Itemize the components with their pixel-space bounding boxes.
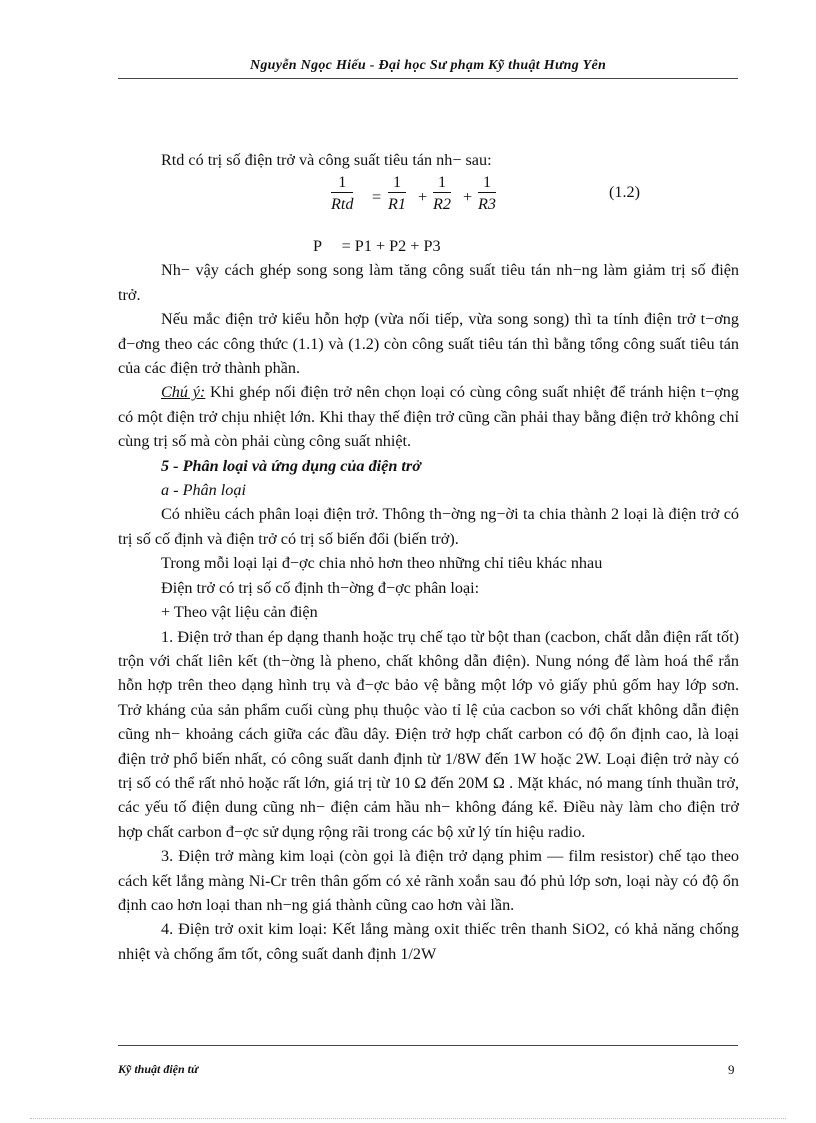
lhs-denominator: Rtd xyxy=(331,195,354,214)
page-header: Nguyễn Ngọc Hiếu - Đại học Sư phạm Kỹ thuật Hưng Yên xyxy=(249,58,607,73)
r2-denominator: R2 xyxy=(433,195,451,214)
r1-numerator: 1 xyxy=(388,172,406,193)
intro-paragraph: Rtd có trị số điện trở và công suất tiêu tán nh− sau: xyxy=(161,151,492,169)
paragraph: Nếu mắc điện trở kiểu hỗn hợp (vừa nối tiếp, vừa song song) thì ta tính điện trở t−ơng đ−ơng theo các công thức (1.1) và (1.2) còn công suất tiêu tán thì bằng tổng công suất tiêu tán của các điện trở thành phần. xyxy=(118,310,739,378)
note-text: Khi ghép nối điện trở nên chọn loại có cùng công suất nhiệt để tránh hiện t−ợng có một điện trở chịu nhiệt lớn. Khi thay thế điện trở cũng cần phải thay bằng điện trở không chỉ cùng trị số mà còn phải cùng công suất nhiệt. xyxy=(118,383,739,451)
page-edge-divider xyxy=(30,1118,786,1119)
fraction-lhs xyxy=(331,172,353,215)
subsection-heading: a - Phân loại xyxy=(161,481,246,500)
paragraph: 1. Điện trở than ép dạng thanh hoặc trụ chế tạo từ bột than (cacbon, chất dẫn điện rất tốt) trộn với chất liên kết (th−ờng là pheno, chất không dẫn điện). Nung nóng để làm hoá thể rắn hỗn hợp trên theo dạng hình trụ và đ−ợc bảo vệ bằng một lớp vỏ giấy phủ gốm hay lớp sơn. Trở kháng của sản phẩm cuối cùng phụ thuộc vào tỉ lệ của cacbon so với chất không dẫn điện cũng nh− khoảng cách giữa các đầu dây. Điện trở hợp chất carbon có độ ổn định cao, là loại điện trở phổ biến nhất, có công suất danh định từ 1/8W đến 1W hoặc 2W. Loại điện trở này có trị số có thể rất nhỏ hoặc rất lớn, giá trị từ 10 Ω đến 20M Ω . Mặt khác, nó mang tính thuần trở, các yếu tố điện dung cũng nh− điện cảm hầu nh− không đáng kể. Điều này làm cho điện trở hợp chất carbon đ−ợc sử dụng rộng rãi trong các bộ xử lý tín hiệu radio. xyxy=(118,627,739,841)
fraction-r3 xyxy=(478,172,496,215)
equals-sign: = xyxy=(372,188,382,207)
r1-denominator: R1 xyxy=(388,195,406,214)
page-number: 9 xyxy=(728,1062,735,1077)
document-body xyxy=(118,148,739,966)
paragraph: Có nhiều cách phân loại điện trở. Thông th−ờng ng−ời ta chia thành 2 loại là điện trở có trị số cố định và điện trở có trị số biến đổi (biến trở). xyxy=(118,505,739,548)
paragraph: 3. Điện trở màng kim loại (còn gọi là điện trở dạng phim — film resistor) chế tạo theo cách kết lắng màng Ni-Cr trên thân gốm có xẻ rãnh xoắn sau đó phủ lớp sơn, loại này có độ ổn định cao hơn loại than nh−ng giá thành cũng cao hơn vài lần. xyxy=(118,847,739,914)
paragraph: + Theo vật liệu cản điện xyxy=(161,603,318,622)
r3-denominator: R3 xyxy=(478,195,496,214)
plus-sign: + xyxy=(418,188,428,207)
note-label: Chú ý: xyxy=(161,383,206,402)
footer-title: Kỹ thuật điện tử xyxy=(118,1062,199,1076)
section-heading: 5 - Phân loại và ứng dụng của điện trở xyxy=(161,456,421,475)
power-equation: P = P1 + P2 + P3 xyxy=(313,237,441,256)
paragraph: 4. Điện trở oxit kim loại: Kết lắng màng oxit thiếc trên thanh SiO2, có khả năng chống nhiệt và chống ẩm tốt, công suất danh định 1/2W xyxy=(118,920,739,963)
plus-sign: + xyxy=(463,188,473,207)
fraction-r2 xyxy=(433,172,451,215)
r2-numerator: 1 xyxy=(433,172,451,193)
equation-number: (1.2) xyxy=(609,183,641,202)
paragraph: Trong mỗi loại lại đ−ợc chia nhỏ hơn theo những chỉ tiêu khác nhau xyxy=(161,554,603,573)
formula-block xyxy=(118,172,739,258)
lhs-numerator: 1 xyxy=(331,172,353,193)
note-paragraph xyxy=(118,380,739,453)
paragraph: Nh− vậy cách ghép song song làm tăng công suất tiêu tán nh−ng làm giảm trị số điện trở. xyxy=(118,261,739,304)
fraction-r1 xyxy=(388,172,406,215)
header-rule xyxy=(118,78,738,79)
r3-numerator: 1 xyxy=(478,172,496,193)
paragraph: Điện trở có trị số cố định th−ờng đ−ợc phân loại: xyxy=(161,578,480,597)
footer-rule xyxy=(118,1045,738,1046)
